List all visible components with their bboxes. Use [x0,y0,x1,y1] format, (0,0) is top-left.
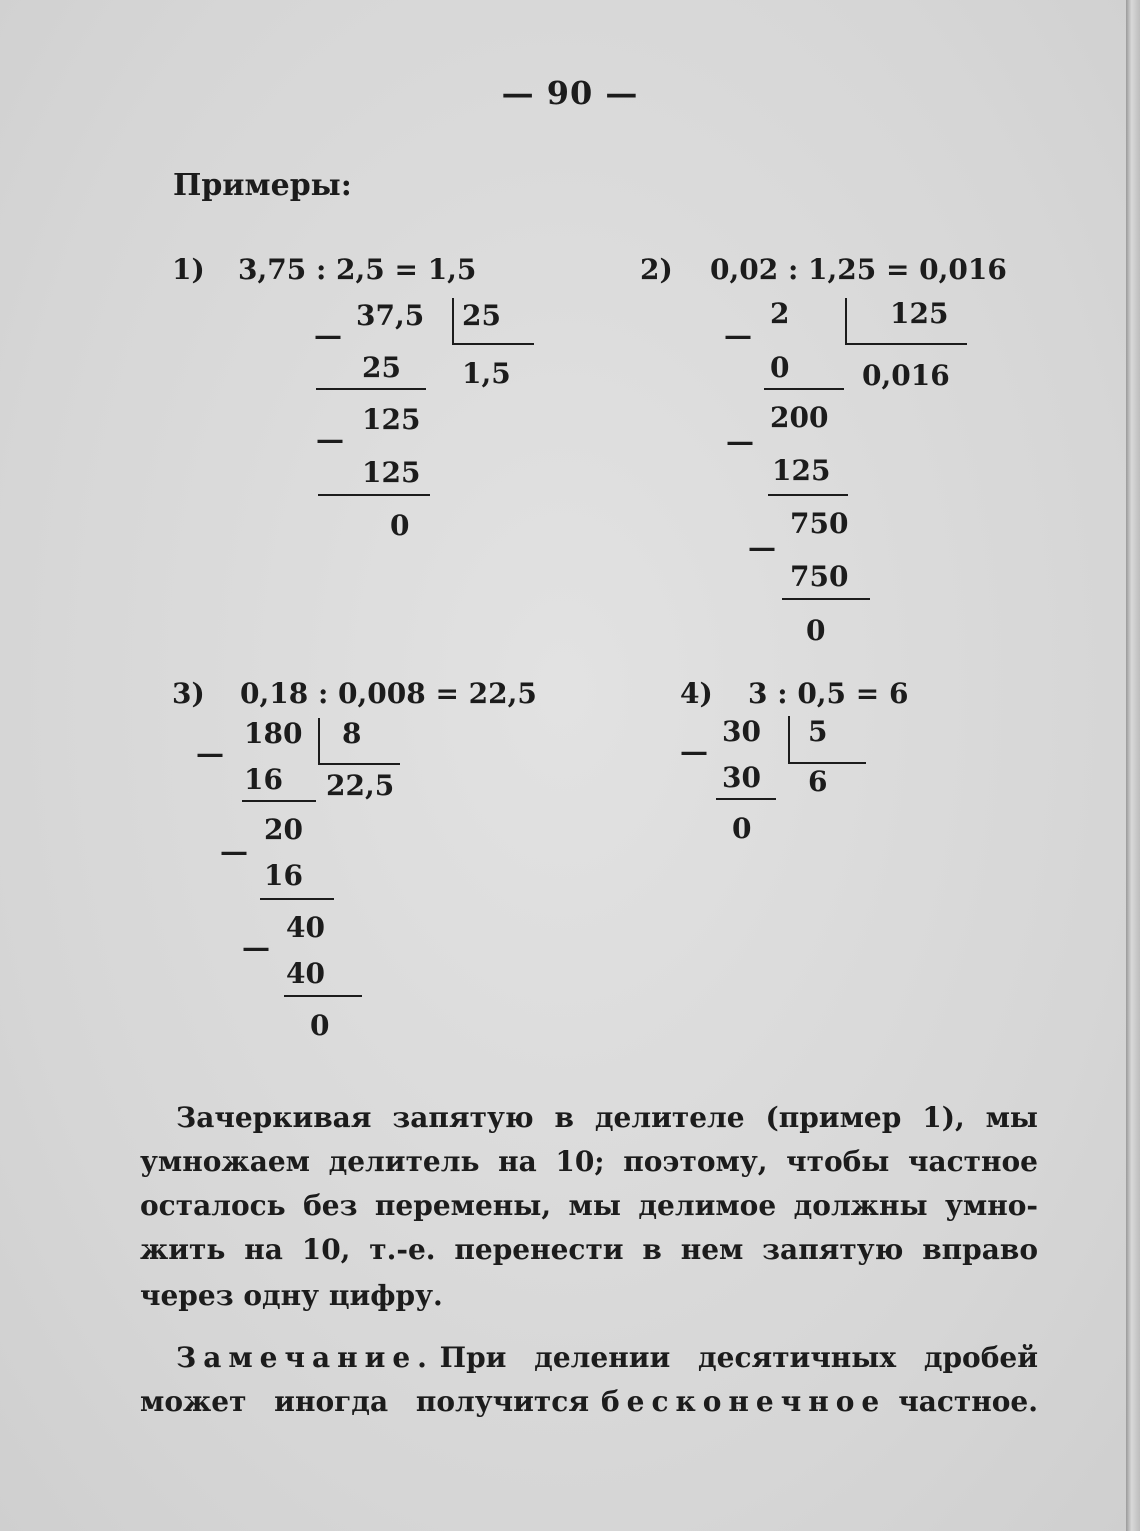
example-3-label: 3) [172,677,205,710]
example-2-row-2: 0 [770,351,790,384]
example-4-division-bar [788,716,790,764]
example-1-minus-2: — [316,423,344,456]
paragraph-line-3: осталось без перемены, мы делимое должны умно- [140,1189,1038,1222]
remark-line-1 [176,1336,1038,1380]
example-2-divisor: 125 [890,297,949,330]
infinite-word: бесконечное [601,1385,887,1418]
paragraph-line-4: жить на 10, т.-е. перенести в нем запятую вправо [140,1233,1038,1266]
example-2-rule-2 [768,494,848,496]
example-3-divisor: 8 [342,717,362,750]
example-3-quotient: 22,5 [326,769,395,802]
example-1-rule-2 [318,494,430,496]
example-3-row-2: 16 [244,763,283,796]
example-3-minus-3: — [242,931,270,964]
paragraph-line-5: через одну цифру. [140,1279,443,1312]
example-2-row-4: 125 [772,454,831,487]
example-1-row-4: 125 [362,456,421,489]
example-3-quotient-line [318,763,400,765]
example-1-quotient-line [452,343,534,345]
example-4-minus: — [680,735,708,768]
example-3-rule-3 [284,995,362,997]
example-4-label: 4) [680,677,713,710]
example-2-equation: 0,02 : 1,25 = 0,016 [710,253,1007,286]
example-4-remainder: 0 [732,812,752,845]
remark-line-2-end: частное. [898,1385,1038,1418]
example-4-quotient: 6 [808,765,828,798]
example-4-rule-1 [716,798,776,800]
remark-line-2 [140,1380,1038,1424]
example-3-row-3: 20 [264,813,303,846]
example-2-dividend: 2 [770,297,790,330]
example-2-label: 2) [640,253,673,286]
example-1-row-3: 125 [362,403,421,436]
example-2-division-bar [845,298,847,344]
paragraph-line-1: Зачеркивая запятую в делителе (пример 1), мы [176,1101,1038,1134]
example-1-dividend: 37,5 [356,299,425,332]
example-2-row-6: 750 [790,560,849,593]
example-2-minus-3: — [748,531,776,564]
example-4-dividend: 30 [722,715,761,748]
example-3-minus-2: — [220,835,248,868]
example-3-minus: — [196,737,224,770]
example-2-row-3: 200 [770,401,829,434]
example-3-dividend: 180 [244,717,303,750]
example-1-remainder: 0 [390,509,410,542]
example-3-row-4: 16 [264,859,303,892]
remark-line-1-text: При делении десятичных дробей [439,1341,1038,1374]
example-2-rule-3 [782,598,870,600]
example-1-rule-1 [316,388,426,390]
example-3-row-6: 40 [286,957,325,990]
example-2-quotient-line [845,343,967,345]
example-1-minus: — [314,319,342,352]
example-4-divisor: 5 [808,715,828,748]
example-3-row-5: 40 [286,911,325,944]
page-number: — 90 — [501,74,639,112]
example-3-rule-2 [260,898,334,900]
example-2-row-5: 750 [790,507,849,540]
example-4-equation: 3 : 0,5 = 6 [748,677,909,710]
examples-heading: Примеры: [173,168,352,203]
remark-word: Замечание. [176,1341,434,1374]
example-1-division-bar [452,298,454,344]
example-3-rule-1 [242,800,316,802]
example-1-equation: 3,75 : 2,5 = 1,5 [238,253,477,286]
example-2-minus-2: — [726,425,754,458]
example-2-quotient: 0,016 [862,359,950,392]
example-4-quotient-line [788,762,866,764]
example-3-remainder: 0 [310,1009,330,1042]
page-edge [1126,0,1140,1531]
example-2-rule-1 [764,388,844,390]
example-2-remainder: 0 [806,614,826,647]
example-2-minus: — [724,319,752,352]
remark-line-2-start: может иногда получится [140,1385,590,1418]
example-1-divisor: 25 [462,299,501,332]
example-1-quotient: 1,5 [462,357,511,390]
example-1-row-2: 25 [362,351,401,384]
paragraph-line-2: умножаем делитель на 10; поэтому, чтобы частное [140,1145,1038,1178]
example-1-label: 1) [172,253,205,286]
example-3-equation: 0,18 : 0,008 = 22,5 [240,677,537,710]
example-4-row-2: 30 [722,761,761,794]
example-3-division-bar [318,718,320,764]
